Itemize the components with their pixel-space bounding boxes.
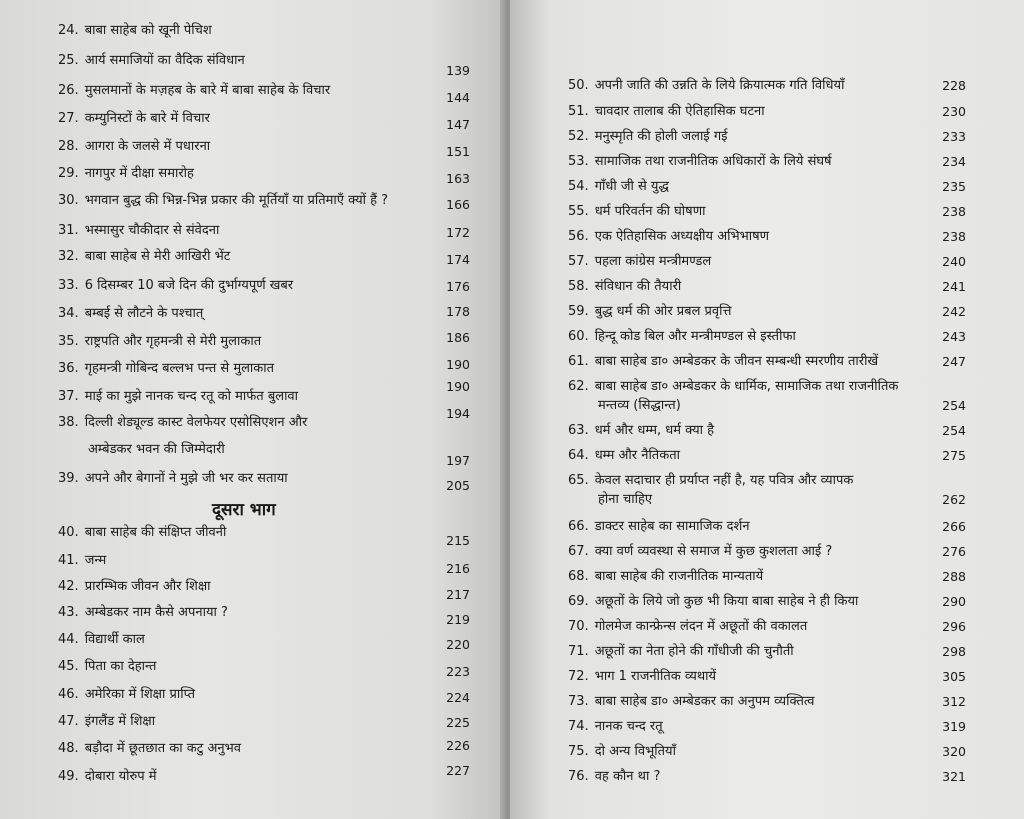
- toc-entry-number: 44.: [58, 632, 79, 647]
- toc-entry-number: 52.: [568, 129, 589, 144]
- toc-entry-number: 63.: [568, 423, 589, 438]
- toc-entry-number: 41.: [58, 553, 79, 568]
- toc-entry-title: पिता का देहान्त: [84, 659, 157, 674]
- toc-entry-number: 30.: [58, 193, 79, 208]
- toc-entry: [568, 743, 676, 760]
- toc-entry-number: 45.: [58, 659, 79, 674]
- toc-entry-page: 262: [942, 492, 966, 507]
- toc-entry-number: 64.: [568, 448, 589, 463]
- toc-entry-title: संविधान की तैयारी: [594, 279, 682, 294]
- toc-entry-number: 62.: [568, 379, 589, 394]
- toc-entry-number: 47.: [58, 714, 79, 729]
- toc-entry-title: भस्मासुर चौकीदार से संवेदना: [84, 223, 220, 238]
- toc-entry-number: 40.: [58, 525, 79, 540]
- toc-entry-number: 25.: [58, 53, 79, 68]
- toc-entry-page: 233: [942, 129, 966, 144]
- toc-entry-number: 34.: [58, 306, 79, 321]
- toc-entry-title: जन्म: [84, 553, 107, 568]
- toc-entry: [58, 604, 228, 621]
- toc-entry-number: 65.: [568, 473, 589, 488]
- toc-entry-title: होना चाहिए: [598, 492, 653, 507]
- toc-entry-number: 43.: [58, 605, 79, 620]
- toc-entry: [58, 658, 156, 675]
- toc-entry-title: धर्म परिवर्तन की घोषणा: [594, 204, 706, 219]
- toc-entry: [58, 277, 293, 294]
- toc-entry: [58, 192, 388, 209]
- toc-entry-number: 68.: [568, 569, 589, 584]
- toc-entry-page: 266: [942, 519, 966, 534]
- toc-entry-title: नागपुर में दीक्षा समारोह: [84, 166, 194, 181]
- toc-entry-page: 296: [942, 619, 966, 634]
- toc-entry-title: पहला कांग्रेस मन्त्रीमण्डल: [594, 254, 712, 269]
- toc-entry-title: नानक चन्द रतू: [594, 719, 663, 734]
- toc-entry: [58, 414, 307, 431]
- toc-entry-title: भगवान बुद्ध की भिन्न-भिन्न प्रकार की मूर्तियाँ या प्रतिमाएँ क्यों हैं ?: [84, 193, 389, 208]
- toc-entry: [568, 718, 663, 735]
- toc-entry-number: 72.: [568, 669, 589, 684]
- toc-entry-page: 242: [942, 304, 966, 319]
- toc-entry-number: 35.: [58, 334, 79, 349]
- toc-entry: [568, 303, 732, 320]
- toc-entry-number: 33.: [58, 278, 79, 293]
- toc-entry-number: 69.: [568, 594, 589, 609]
- toc-entry-number: 38.: [58, 415, 79, 430]
- toc-entry: [568, 472, 853, 489]
- toc-entry: [58, 138, 210, 155]
- toc-entry-title: अम्बेडकर भवन की जिम्मेदारी: [88, 442, 225, 457]
- toc-entry-number: 57.: [568, 254, 589, 269]
- toc-entry-page: 230: [942, 104, 966, 119]
- toc-entry-title: धम्म और नैतिकता: [594, 448, 680, 463]
- toc-entry-title: मनुस्मृति की होली जलाई गई: [594, 129, 728, 144]
- toc-entry: [568, 253, 711, 270]
- toc-entry-number: 75.: [568, 744, 589, 759]
- toc-entry: [598, 491, 652, 508]
- toc-entry-page: 235: [942, 179, 966, 194]
- toc-entry-page: 298: [942, 644, 966, 659]
- toc-entry-title: भाग 1 राजनीतिक व्यथायें: [594, 669, 717, 684]
- toc-entry-title: अपनी जाति की उन्नति के लिये क्रियात्मक गति विधियाँ: [594, 78, 845, 93]
- toc-entry: [88, 441, 225, 458]
- toc-entry-page: 144: [446, 90, 470, 105]
- toc-entry: [568, 568, 763, 585]
- toc-entry: [58, 305, 203, 322]
- section-heading: दूसरा भाग: [212, 500, 276, 520]
- toc-entry-number: 61.: [568, 354, 589, 369]
- toc-entry-page: 190: [446, 379, 470, 394]
- toc-entry-title: 6 दिसम्बर 10 बजे दिन की दुर्भाग्यपूर्ण खबर: [84, 278, 294, 293]
- toc-entry: [58, 52, 245, 69]
- toc-entry: [568, 618, 807, 635]
- toc-entry-title: विद्यार्थी काल: [84, 632, 145, 647]
- toc-entry-title: अछूतों के लिये जो कुछ भी किया बाबा साहेब ने ही किया: [594, 594, 859, 609]
- toc-entry: [58, 552, 106, 569]
- toc-entry-page: 321: [942, 769, 966, 784]
- toc-entry-number: 37.: [58, 389, 79, 404]
- toc-entry-title: कम्युनिस्टों के बारे में विचार: [84, 111, 210, 126]
- toc-entry-page: 234: [942, 154, 966, 169]
- toc-entry: [568, 447, 680, 464]
- toc-entry: [568, 543, 832, 560]
- toc-entry-page: 247: [942, 354, 966, 369]
- toc-entry: [568, 593, 858, 610]
- toc-entry-page: 194: [446, 406, 470, 421]
- left-page: [0, 0, 506, 819]
- toc-entry-page: 215: [446, 533, 470, 548]
- toc-entry-page: 254: [942, 423, 966, 438]
- toc-entry-number: 60.: [568, 329, 589, 344]
- toc-entry-title: क्या वर्ण व्यवस्था से समाज में कुछ कुशलता आई ?: [594, 544, 833, 559]
- toc-entry-number: 67.: [568, 544, 589, 559]
- toc-entry-number: 55.: [568, 204, 589, 219]
- toc-entry-number: 27.: [58, 111, 79, 126]
- toc-entry-title: बाबा साहेब को खूनी पेचिश: [84, 23, 212, 38]
- toc-entry-title: बाबा साहेब डा० अम्बेडकर के जीवन सम्बन्धी स्मरणीय तारीखें: [594, 354, 879, 369]
- toc-entry-page: 320: [942, 744, 966, 759]
- right-page: [510, 0, 1024, 819]
- toc-entry: [568, 693, 815, 710]
- toc-entry: [58, 222, 219, 239]
- toc-entry-number: 73.: [568, 694, 589, 709]
- toc-entry-title: अपने और बेगानों ने मुझे जी भर कर सताया: [84, 471, 288, 486]
- toc-entry-number: 56.: [568, 229, 589, 244]
- toc-entry-page: 166: [446, 197, 470, 212]
- toc-entry-page: 254: [942, 398, 966, 413]
- toc-entry-number: 28.: [58, 139, 79, 154]
- toc-entry-page: 228: [942, 78, 966, 93]
- toc-entry-page: 288: [942, 569, 966, 584]
- toc-entry-page: 225: [446, 715, 470, 730]
- toc-entry-page: 147: [446, 117, 470, 132]
- toc-entry-number: 42.: [58, 579, 79, 594]
- toc-entry-page: 186: [446, 330, 470, 345]
- toc-entry: [568, 203, 705, 220]
- toc-entry-title: बाबा साहेब डा० अम्बेडकर के धार्मिक, सामाजिक तथा राजनीतिक: [594, 379, 899, 394]
- toc-entry-page: 216: [446, 561, 470, 576]
- toc-entry-page: 151: [446, 144, 470, 159]
- toc-entry-title: एक ऐतिहासिक अध्यक्षीय अभिभाषण: [594, 229, 770, 244]
- toc-entry-page: 197: [446, 453, 470, 468]
- toc-entry-page: 219: [446, 612, 470, 627]
- toc-entry-page: 224: [446, 690, 470, 705]
- toc-entry: [58, 524, 226, 541]
- toc-entry-page: 275: [942, 448, 966, 463]
- toc-entry-page: 238: [942, 204, 966, 219]
- toc-entry-title: बुद्ध धर्म की ओर प्रबल प्रवृत्ति: [594, 304, 732, 319]
- toc-entry-number: 48.: [58, 741, 79, 756]
- toc-entry: [568, 228, 769, 245]
- toc-entry-page: 238: [942, 229, 966, 244]
- toc-entry-number: 50.: [568, 78, 589, 93]
- toc-entry-title: बम्बई से लौटने के पश्चात्: [84, 306, 204, 321]
- toc-entry-number: 26.: [58, 83, 79, 98]
- toc-entry: [58, 686, 195, 703]
- toc-entry: [568, 328, 796, 345]
- toc-entry: [58, 470, 288, 487]
- toc-entry-page: 290: [942, 594, 966, 609]
- toc-entry-title: धर्म और धम्म, धर्म क्या है: [594, 423, 715, 438]
- toc-entry-title: बड़ौदा में छूतछात का कटु अनुभव: [84, 741, 241, 756]
- toc-entry-title: मन्तव्य (सिद्धान्त): [598, 398, 681, 413]
- toc-entry-title: बाबा साहेब डा० अम्बेडकर का अनुपम व्यक्तित्व: [594, 694, 815, 709]
- toc-entry-page: 243: [942, 329, 966, 344]
- toc-entry-number: 76.: [568, 769, 589, 784]
- toc-entry-page: 241: [942, 279, 966, 294]
- toc-entry-number: 53.: [568, 154, 589, 169]
- toc-entry-title: राष्ट्रपति और गृहमन्त्री से मेरी मुलाकात: [84, 334, 262, 349]
- toc-entry: [58, 22, 212, 39]
- toc-entry: [568, 103, 765, 120]
- toc-entry-number: 36.: [58, 361, 79, 376]
- toc-entry-page: 178: [446, 304, 470, 319]
- toc-entry-title: सामाजिक तथा राजनीतिक अधिकारों के लिये संघर्ष: [594, 154, 832, 169]
- toc-entry-number: 32.: [58, 249, 79, 264]
- toc-entry-title: अमेरिका में शिक्षा प्राप्ति: [84, 687, 196, 702]
- toc-entry-page: 205: [446, 478, 470, 493]
- toc-entry-title: आगरा के जलसे में पधारना: [84, 139, 211, 154]
- toc-entry-number: 59.: [568, 304, 589, 319]
- toc-entry: [568, 422, 714, 439]
- toc-entry-title: प्रारम्भिक जीवन और शिक्षा: [84, 579, 211, 594]
- toc-entry-title: बाबा साहेब की राजनीतिक मान्यतायें: [594, 569, 764, 584]
- toc-entry-page: 176: [446, 279, 470, 294]
- toc-entry-number: 74.: [568, 719, 589, 734]
- toc-entry-number: 70.: [568, 619, 589, 634]
- toc-entry-page: 227: [446, 763, 470, 778]
- toc-entry-page: 305: [942, 669, 966, 684]
- toc-entry-page: 217: [446, 587, 470, 602]
- toc-entry-title: चावदार तालाब की ऐतिहासिक घटना: [594, 104, 765, 119]
- toc-entry-page: 220: [446, 637, 470, 652]
- toc-entry: [58, 82, 330, 99]
- toc-entry: [568, 668, 716, 685]
- toc-entry: [58, 713, 155, 730]
- toc-entry-title: गृहमन्त्री गोबिन्द बल्लभ पन्त से मुलाकात: [84, 361, 275, 376]
- toc-entry-title: माई का मुझे नानक चन्द रतू को मार्फत बुलावा: [84, 389, 299, 404]
- toc-entry-page: 223: [446, 664, 470, 679]
- toc-entry: [568, 518, 750, 535]
- toc-entry-number: 49.: [58, 769, 79, 784]
- toc-entry-title: दिल्ली शेड्यूल्ड कास्ट वेलफेयर एसोसिएशन और: [84, 415, 308, 430]
- toc-entry: [58, 333, 261, 350]
- toc-entry-title: बाबा साहेब से मेरी आखिरी भेंट: [84, 249, 231, 264]
- toc-entry-title: दो अन्य विभूतियाँ: [594, 744, 676, 759]
- toc-entry-title: मुसलमानों के मज़हब के बारे में बाबा साहेब के विचार: [84, 83, 331, 98]
- toc-entry: [568, 643, 794, 660]
- toc-entry-number: 66.: [568, 519, 589, 534]
- toc-entry-title: वह कौन था ?: [594, 769, 661, 784]
- toc-entry-page: 139: [446, 63, 470, 78]
- toc-entry: [58, 578, 211, 595]
- toc-entry-number: 39.: [58, 471, 79, 486]
- toc-entry-number: 58.: [568, 279, 589, 294]
- toc-entry: [568, 77, 844, 94]
- toc-entry: [58, 740, 241, 757]
- toc-entry-number: 29.: [58, 166, 79, 181]
- toc-entry: [568, 768, 660, 785]
- toc-entry: [58, 631, 145, 648]
- toc-entry: [58, 248, 230, 265]
- toc-entry-page: 163: [446, 171, 470, 186]
- toc-entry-page: 240: [942, 254, 966, 269]
- toc-entry-number: 54.: [568, 179, 589, 194]
- toc-entry: [568, 178, 669, 195]
- toc-entry-number: 24.: [58, 23, 79, 38]
- toc-entry: [58, 768, 157, 785]
- toc-entry: [568, 153, 832, 170]
- toc-entry: [58, 360, 274, 377]
- toc-entry-title: गाँधी जी से युद्ध: [594, 179, 669, 194]
- toc-entry-title: अछूतों का नेता होने की गाँधीजी की चुनौती: [594, 644, 794, 659]
- toc-entry-title: डाक्टर साहेब का सामाजिक दर्शन: [594, 519, 750, 534]
- toc-entry: [568, 378, 898, 395]
- toc-entry-page: 172: [446, 225, 470, 240]
- toc-entry-page: 319: [942, 719, 966, 734]
- toc-entry-title: गोलमेज कान्फ्रेन्स लंदन में अछूतों की वकालत: [594, 619, 808, 634]
- toc-entry: [568, 278, 681, 295]
- toc-entry: [58, 165, 194, 182]
- toc-entry-title: इंगलैंड में शिक्षा: [84, 714, 156, 729]
- toc-entry: [598, 397, 681, 414]
- toc-entry-number: 46.: [58, 687, 79, 702]
- toc-entry: [58, 388, 298, 405]
- toc-entry-page: 190: [446, 357, 470, 372]
- toc-entry-title: अम्बेडकर नाम कैसे अपनाया ?: [84, 605, 228, 620]
- toc-entry-page: 276: [942, 544, 966, 559]
- toc-entry-number: 71.: [568, 644, 589, 659]
- toc-entry-title: हिन्दू कोड बिल और मन्त्रीमण्डल से इस्तीफा: [594, 329, 796, 344]
- toc-entry-title: आर्य समाजियों का वैदिक संविधान: [84, 53, 245, 68]
- toc-entry-page: 174: [446, 252, 470, 267]
- toc-entry-page: 226: [446, 738, 470, 753]
- toc-entry-page: 312: [942, 694, 966, 709]
- toc-entry: [568, 128, 728, 145]
- toc-entry: [568, 353, 878, 370]
- toc-entry-title: केवल सदाचार ही प्रर्याप्त नहीं है, यह पवित्र और व्यापक: [594, 473, 854, 488]
- toc-entry-number: 51.: [568, 104, 589, 119]
- toc-entry: [58, 110, 210, 127]
- toc-entry-number: 31.: [58, 223, 79, 238]
- toc-entry-title: बाबा साहेब की संक्षिप्त जीवनी: [84, 525, 227, 540]
- toc-entry-title: दोबारा योरुप में: [84, 769, 157, 784]
